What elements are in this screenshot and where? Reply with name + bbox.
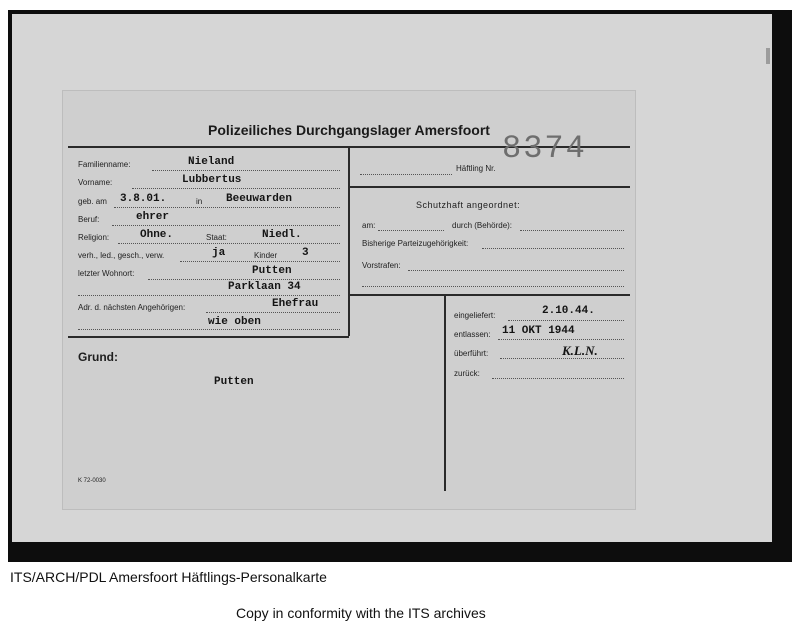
- geb-am-label: geb. am: [78, 197, 107, 206]
- familienname-value: Nieland: [188, 156, 235, 168]
- movement-left: [444, 295, 446, 491]
- vorname-label: Vorname:: [78, 178, 113, 187]
- vorstrafen-dots: [408, 270, 624, 271]
- schutzhaft-am-dots: [378, 230, 444, 231]
- vorstrafen-label: Vorstrafen:: [362, 261, 401, 270]
- familienstand-label: verh., led., gesch., verw.: [78, 251, 165, 260]
- form-code: K 72-0030: [78, 478, 106, 484]
- personal-box-right: [348, 146, 350, 336]
- partei-dots: [482, 248, 624, 249]
- schutzhaft-am-label: am:: [362, 221, 376, 230]
- entlassen-label: entlassen:: [454, 330, 491, 339]
- wohnort-value-2: Parklaan 34: [228, 281, 301, 293]
- source-caption: ITS/ARCH/PDL Amersfoort Häftlings-Personalkarte: [10, 569, 327, 585]
- religion-dots: [118, 243, 340, 244]
- geburtsort-value: Beeuwarden: [226, 193, 293, 205]
- angehoerige-value-1: Ehefrau: [272, 298, 319, 310]
- schutzhaft-rule: [349, 294, 630, 296]
- kinder-label: Kinder: [254, 251, 278, 260]
- geb-dots: [114, 207, 340, 208]
- wohnort-dots-2: [78, 295, 340, 296]
- personal-box-bottom: [68, 336, 349, 338]
- wohnort-label: letzter Wohnort:: [78, 269, 135, 278]
- ueberfuehrt-value: K.L.N.: [562, 343, 598, 358]
- in-label: in: [196, 197, 203, 206]
- eingeliefert-value: 2.10.44.: [542, 305, 595, 317]
- religion-label: Religion:: [78, 233, 110, 242]
- staat-value: Niedl.: [262, 229, 302, 241]
- angehoerige-dots-2: [78, 329, 340, 330]
- vorstrafen-dots-2: [362, 286, 624, 287]
- wohnort-value-1: Putten: [252, 265, 292, 277]
- haeftling-label: Häftling Nr.: [456, 164, 496, 173]
- card-title: Polizeiliches Durchgangslager Amersfoort: [208, 122, 490, 138]
- beruf-value: ehrer: [136, 211, 170, 223]
- religion-value: Ohne.: [140, 229, 174, 241]
- beruf-dots: [112, 225, 340, 226]
- angehoerige-value-2: wie oben: [208, 316, 261, 328]
- angehoerige-label: Adr. d. nächsten Angehörigen:: [78, 303, 186, 312]
- vorname-dots: [132, 188, 340, 189]
- haeftling-dots: [360, 174, 452, 175]
- ueberfuehrt-label: überführt:: [454, 349, 489, 358]
- zurueck-dots: [492, 378, 624, 379]
- staat-label: Staat:: [206, 233, 227, 242]
- angehoerige-dots-1: [206, 312, 340, 313]
- eingeliefert-dots: [508, 320, 624, 321]
- beruf-label: Beruf:: [78, 215, 100, 224]
- zurueck-label: zurück:: [454, 369, 480, 378]
- grund-label: Grund:: [78, 350, 118, 364]
- entlassen-dots: [498, 339, 624, 340]
- prisoner-card: [62, 90, 636, 510]
- familienname-label: Familienname:: [78, 160, 131, 169]
- wohnort-dots-1: [148, 279, 340, 280]
- geb-am-value: 3.8.01.: [120, 193, 167, 205]
- copy-note: Copy in conformity with the ITS archives: [236, 605, 486, 621]
- schutzhaft-heading: Schutzhaft angeordnet:: [416, 200, 521, 210]
- partei-label: Bisherige Parteizugehörigkeit:: [362, 239, 469, 248]
- familienstand-value: ja: [212, 247, 226, 259]
- haeftling-number: 8374: [502, 130, 587, 167]
- familienstand-dots: [180, 261, 340, 262]
- ueberfuehrt-dots: [500, 358, 624, 359]
- eingeliefert-label: eingeliefert:: [454, 311, 496, 320]
- entlassen-value: 11 OKT 1944: [502, 325, 575, 337]
- grund-value: Putten: [214, 376, 254, 388]
- margin-mark: [766, 48, 770, 64]
- schutzhaft-durch-label: durch (Behörde):: [452, 221, 513, 230]
- haeftling-rule: [349, 186, 630, 188]
- kinder-value: 3: [302, 247, 309, 259]
- familienname-dots: [152, 170, 340, 171]
- schutzhaft-durch-dots: [520, 230, 624, 231]
- vorname-value: Lubbertus: [182, 174, 242, 186]
